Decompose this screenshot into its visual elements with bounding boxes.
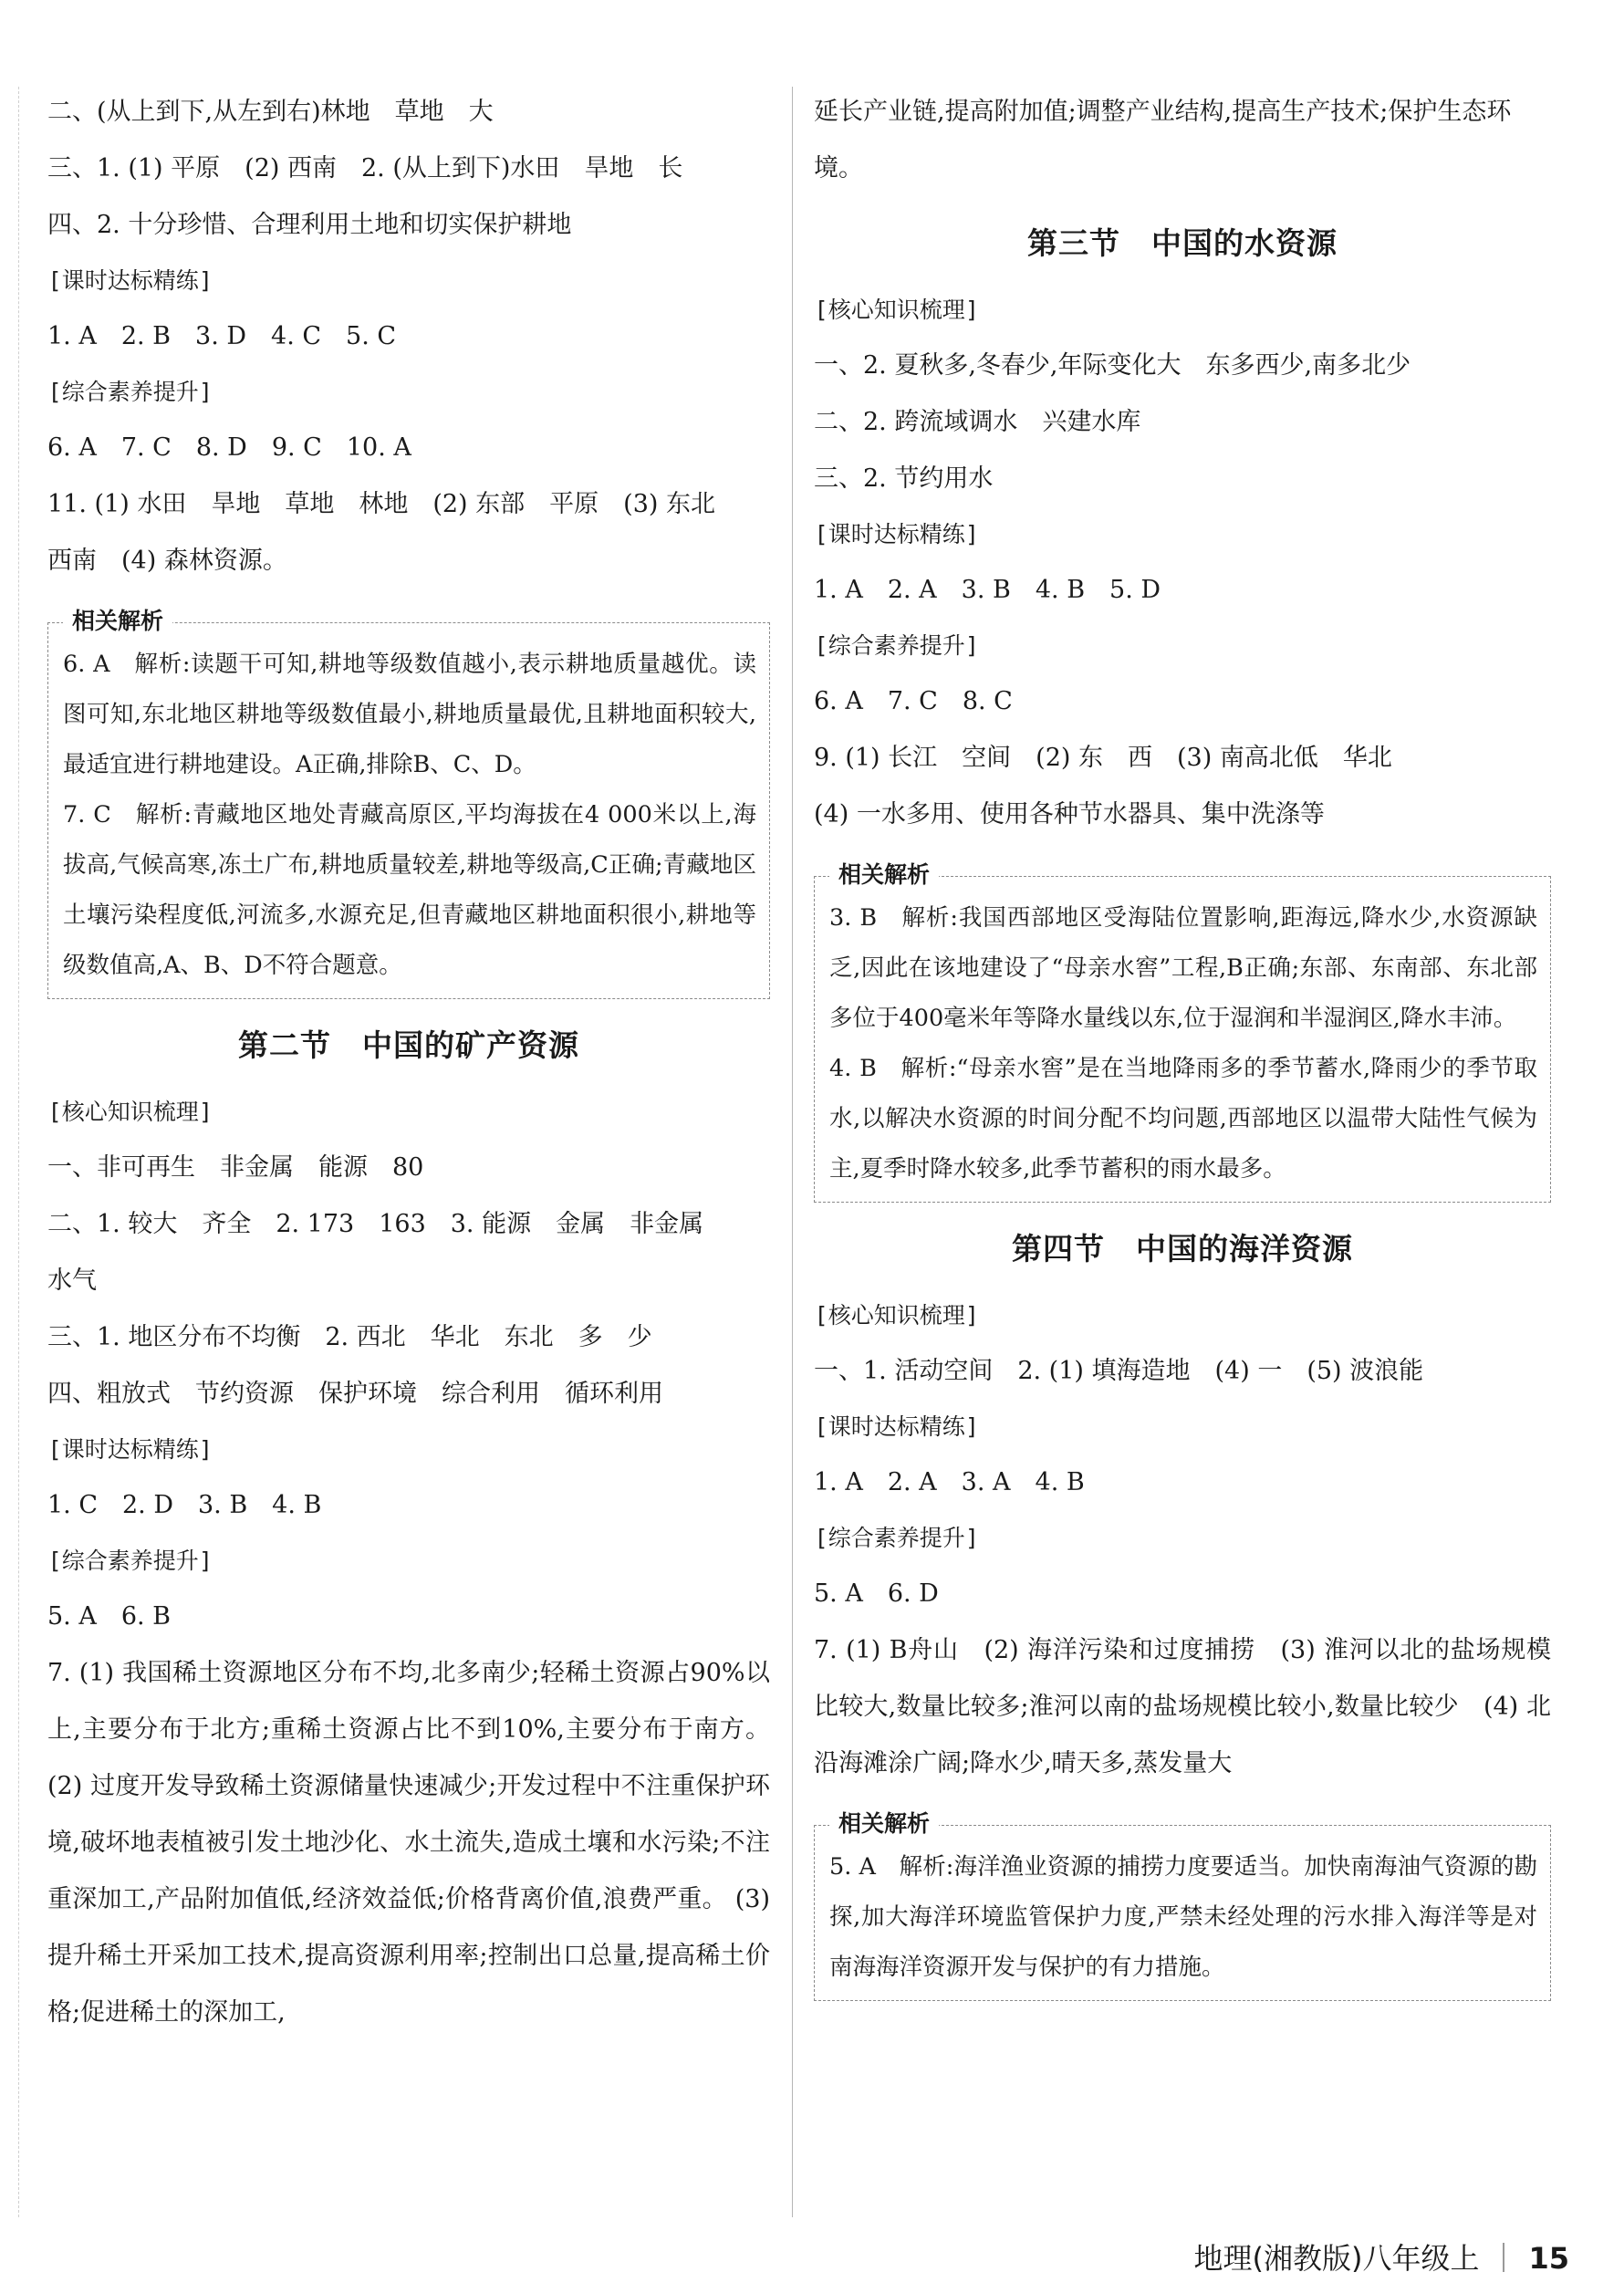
- section-tag: [ 课时达标精练 ]: [814, 1411, 980, 1444]
- section-tag: [ 课时达标精练 ]: [47, 1433, 213, 1466]
- answer-line: 四、粗放式 节约资源 保护环境 综合利用 循环利用: [47, 1380, 663, 1408]
- answer-line: 二、2. 跨流域调水 兴建水库: [814, 408, 1141, 436]
- column-divider: [792, 87, 793, 2217]
- answer-paragraph: 7. (1) 我国稀土资源地区分布不均,北多南少;轻稀土资源占90%以上,主要分布于北方;重稀土资源占比不到10%,主要分布于南方。 (2) 过度开发导致稀土资源储量快速减少;开发过程中不注重保护环境,破坏地表植被引发土地沙化、水土流失,造成土壤和水污染;不注重深加工,产品附加值低,经济效益低;价格背离价值,浪费严重。 (3) 提升稀土开采加工技术,提高资源利用率;控制出口总量,提高稀土价格;促进稀土的深加工,: [47, 1659, 770, 2027]
- section-tag: [ 核心知识梳理 ]: [814, 1299, 980, 1332]
- answer-line: 一、2. 夏秋多,冬春少,年际变化大 东多西少,南多北少: [814, 351, 1411, 380]
- answer-line: 三、1. (1) 平原 (2) 西南 2. (从上到下)水田 旱地 长: [47, 154, 683, 182]
- answer-line: 二、(从上到下,从左到右)林地 草地 大: [47, 98, 494, 126]
- section-tag: [ 综合素养提升 ]: [814, 630, 980, 662]
- answer-line: 9. (1) 长江 空间 (2) 东 西 (3) 南高北低 华北: [814, 744, 1392, 772]
- answer-line: 二、1. 较大 齐全 2. 173 163 3. 能源 金属 非金属: [47, 1210, 704, 1238]
- answer-paragraph: 延长产业链,提高附加值;调整产业结构,提高生产技术;保护生态环境。: [814, 98, 1512, 182]
- section-title: 中国的矿产资源: [362, 1027, 579, 1063]
- footer-separator: [1503, 2243, 1504, 2272]
- answer-line: 5. A 6. B: [47, 1602, 172, 1631]
- section-tag: [ 核心知识梳理 ]: [47, 1096, 213, 1129]
- answer-line: 四、2. 十分珍惜、合理利用土地和切实保护耕地: [47, 211, 572, 239]
- analysis-paragraph: 7. C 解析:青藏地区地处青藏高原区,平均海拔在4 000米以上,海拔高,气候高寒,冻土广布,耕地质量较差,耕地等级高,C正确;青藏地区土壤污染程度低,河流多,水源充足,但青藏地区耕地面积很小,耕地等级数值高,A、B、D不符合题意。: [63, 801, 756, 979]
- section-tag: [ 课时达标精练 ]: [47, 265, 213, 297]
- page-number: 15: [1528, 2241, 1569, 2276]
- answer-line: 1. A 2. A 3. A 4. B: [814, 1468, 1085, 1496]
- analysis-paragraph: 4. B 解析:“母亲水窖”是在当地降雨多的季节蓄水,降雨少的季节取水,以解决水资源的时间分配不均问题,西部地区以温带大陆性气候为主,夏季时降水较多,此季节蓄积的雨水最多。: [829, 1055, 1537, 1183]
- answer-line: 5. A 6. D: [814, 1579, 939, 1608]
- right-column: [814, 84, 1576, 2019]
- analysis-box: [814, 861, 1551, 1203]
- analysis-box-title: 相关解析: [829, 859, 939, 891]
- answer-line: 一、1. 活动空间 2. (1) 填海造地 (4) 一 (5) 波浪能: [814, 1357, 1424, 1385]
- analysis-paragraph: 6. A 解析:读题干可知,耕地等级数值越小,表示耕地质量越优。读图可知,东北地区耕地等级数值最小,耕地质量最优,且耕地面积较大,最适宜进行耕地建设。A正确,排除B、C、D。: [63, 651, 756, 778]
- analysis-box-title: 相关解析: [63, 605, 172, 638]
- analysis-box: [47, 608, 770, 999]
- answer-paragraph: 7. (1) B舟山 (2) 海洋污染和过度捕捞 (3) 淮河以北的盐场规模比较大,数量比较多;淮河以南的盐场规模比较小,数量比较少 (4) 北 沿海滩涂广阔;降水少,晴天多,蒸发量大: [814, 1636, 1576, 1777]
- section-heading: [814, 217, 1551, 270]
- section-tag: [ 综合素养提升 ]: [47, 1545, 213, 1578]
- answer-line: 11. (1) 水田 旱地 草地 林地 (2) 东部 平原 (3) 东北: [47, 490, 716, 518]
- page-edge-line: [18, 87, 19, 2217]
- answer-line: (4) 一水多用、使用各种节水器具、集中洗涤等: [814, 800, 1325, 829]
- answer-line: 一、非可再生 非金属 能源 80: [47, 1153, 424, 1182]
- answer-line: 水气: [47, 1266, 97, 1295]
- page-footer: [1193, 2236, 1569, 2281]
- section-tag: [ 核心知识梳理 ]: [814, 294, 980, 327]
- answer-line: 6. A 7. C 8. C: [814, 687, 1013, 715]
- footer-subject: 地理(湘教版)八年级上: [1193, 2241, 1480, 2276]
- answer-line: 6. A 7. C 8. D 9. C 10. A: [47, 433, 411, 462]
- section-title: 中国的海洋资源: [1136, 1231, 1353, 1266]
- left-column: [47, 84, 770, 2041]
- answer-line: 1. A 2. A 3. B 4. B 5. D: [814, 576, 1161, 604]
- analysis-box: [814, 1810, 1551, 2001]
- section-heading: [814, 1223, 1551, 1276]
- answer-line: 1. C 2. D 3. B 4. B: [47, 1491, 322, 1519]
- section-number: 第二节: [238, 1027, 331, 1063]
- section-tag: [ 综合素养提升 ]: [814, 1522, 980, 1555]
- answer-line: 三、1. 地区分布不均衡 2. 西北 华北 东北 多 少: [47, 1323, 652, 1351]
- section-title: 中国的水资源: [1151, 225, 1338, 261]
- section-number: 第四节: [1012, 1231, 1105, 1266]
- section-number: 第三节: [1027, 225, 1120, 261]
- section-tag: [ 课时达标精练 ]: [814, 518, 980, 551]
- analysis-paragraph: 3. B 解析:我国西部地区受海陆位置影响,距海远,降水少,水资源缺乏,因此在该地建设了“母亲水窖”工程,B正确;东部、东南部、东北部多位于400毫米年等降水量线以东,位于湿润和半湿润区,降水丰沛。: [829, 904, 1537, 1032]
- answer-line: 西南 (4) 森林资源。: [47, 547, 287, 575]
- section-tag: [ 综合素养提升 ]: [47, 376, 213, 409]
- answer-line: 三、2. 节约用水: [814, 464, 994, 493]
- section-heading: [47, 1019, 770, 1072]
- analysis-box-title: 相关解析: [829, 1808, 939, 1840]
- analysis-paragraph: 5. A 解析:海洋渔业资源的捕捞力度要适当。加快南海油气资源的勘探,加大海洋环境监管保护力度,严禁未经处理的污水排入海洋等是对南海海洋资源开发与保护的有力措施。: [829, 1853, 1537, 1981]
- answer-line: 1. A 2. B 3. D 4. C 5. C: [47, 322, 397, 350]
